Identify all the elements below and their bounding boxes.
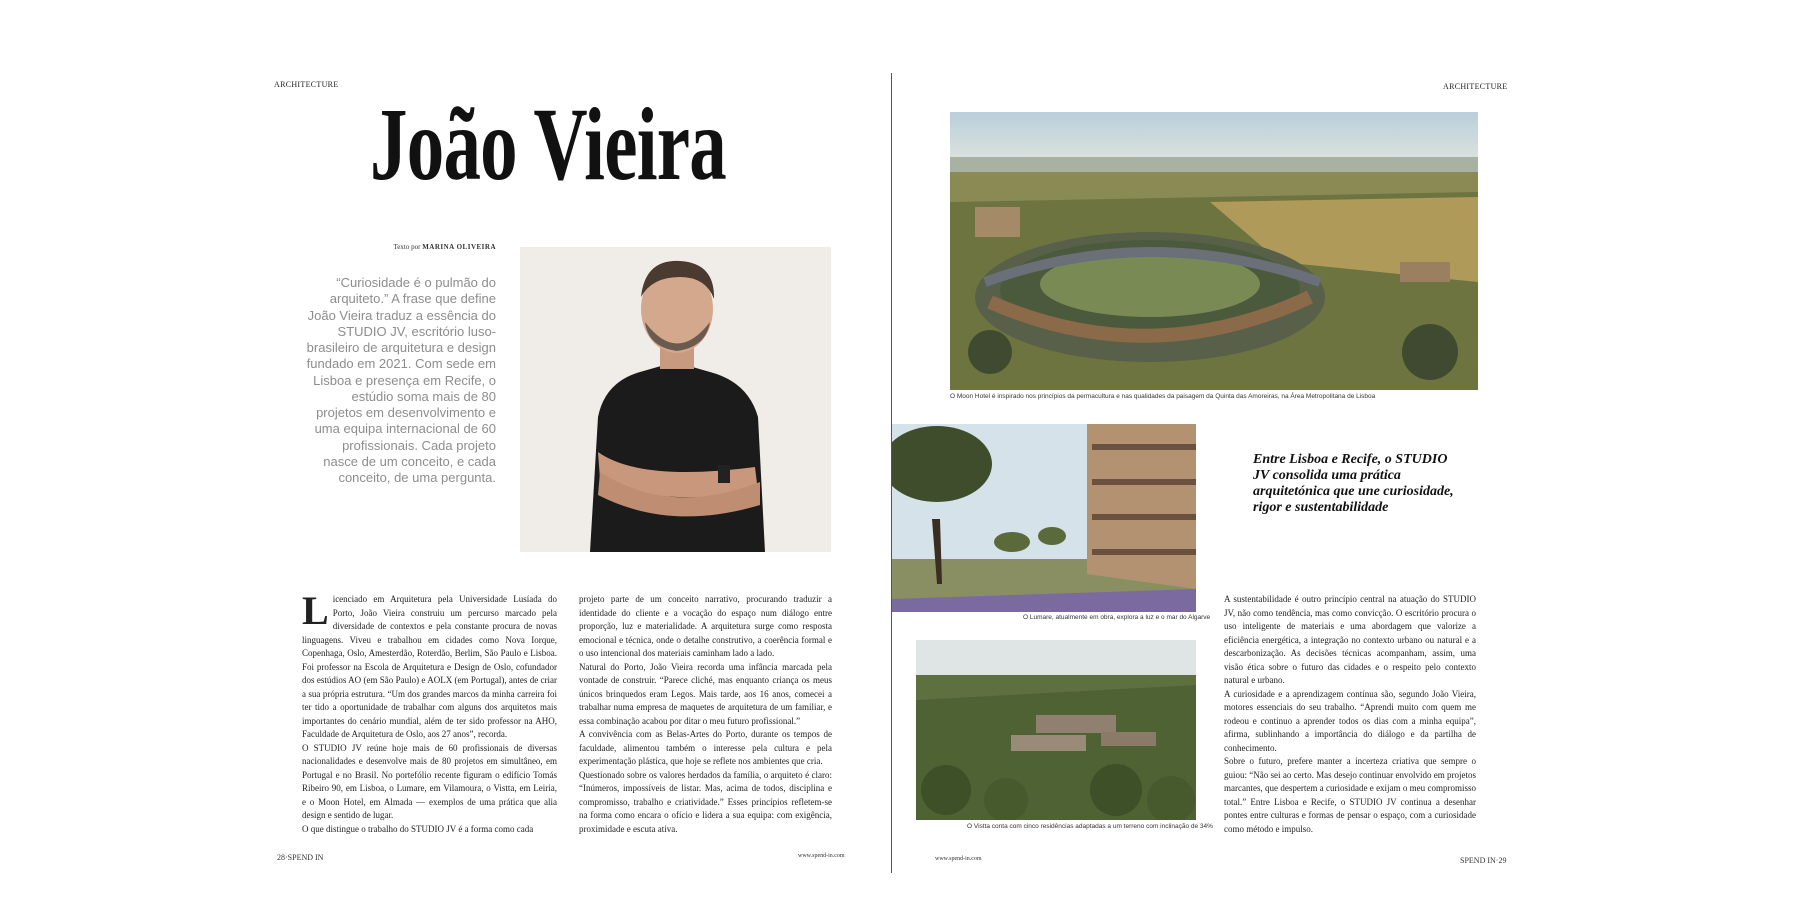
- col3-p2: A curiosidade e a aprendizagem contínua são, segundo João Vieira, motores essenciais do seu trabalho. “Aprendi muito com quem me rodeou e continuo a aprender todos os dias com a minha equipa”, afirma, sublinhando a importância do diálogo e da partilha de conhecimento.: [1224, 688, 1476, 753]
- col2-p1: projeto parte de um conceito narrativo, procurando traduzir a identidade do cliente e a vocação do espaço num diálogo entre proporção, luz e materialidade. A arquitetura surge como resposta emocional e técnica, onde o detalhe construtivo, a coerência formal e o uso intencional dos materiais caminham lado a lado.: [579, 594, 832, 658]
- col2-p2: Natural do Porto, João Vieira recorda uma infância marcada pela vontade de construir. “Parece cliché, mas enquanto criança os meus únicos brinquedos eram Legos. Mais tarde, aos 16 anos, comecei a trabalhar numa empresa de maquetes de arquitetura de um familiar, e essa combinação acabou por ditar o meu futuro profissional.”: [579, 661, 832, 726]
- drop-cap: L: [302, 588, 329, 633]
- byline: [360, 243, 496, 251]
- col3-p1: A sustentabilidade é outro princípio central na atuação do STUDIO JV, não como tendência, mas como convicção. O escritório procura o uso inteligente de materiais e uma abordagem que valorize a eficiência energética, a integração no contexto urbano ou natural e a descarbonização. As decisões técnicas acompanham, assim, uma visão ética sobre o futuro das cidades e o respeito pelo contexto natural e urbano.: [1224, 594, 1476, 685]
- folio-left: 28·SPEND IN: [277, 853, 324, 862]
- col2-p4: Questionado sobre os valores herdados da família, o arquiteto é claro: “Inúmeros, impossíveis de listar. Mas, acima de todos, disciplina e compromisso, trabalho e criatividade.” Esses princípios refletem-se na forma como encara o ofício e lidera a sua equipa: com exigência, proximidade e escuta ativa.: [579, 769, 832, 834]
- url-left: www.spend-in.com: [798, 853, 845, 859]
- article-title: João Vieira: [370, 87, 727, 202]
- section-label-left: ARCHITECTURE: [274, 80, 339, 89]
- col3-p3: Sobre o futuro, prefere manter a incerteza criativa que sempre o guiou: “Não sei ao certo. Mas desejo continuar envolvido em projetos marcantes, que despertem a curiosidade e exijam o meu compromisso total.” Entre Lisboa e Recife, o STUDIO JV continua a desenhar pontes entre culturas e formas de pensar o espaço, com a curiosidade como método e impulso.: [1224, 756, 1476, 834]
- byline-author: MARINA OLIVEIRA: [422, 243, 496, 251]
- body-column-1: [302, 588, 557, 836]
- caption-lumare: O Lumare, atualmente em obra, explora a luz e o mar do Algarve: [1023, 614, 1211, 621]
- caption-vistta: O Vistta conta com cinco residências adaptadas a um terreno com inclinação de 34%: [967, 823, 1213, 830]
- pull-quote: Entre Lisboa e Recife, o STUDIO JV consolida uma prática arquitetónica que une curiosidade, rigor e sustentabilidade: [1253, 452, 1454, 516]
- lumare-image: [892, 424, 1196, 612]
- portrait-photo: [520, 247, 831, 552]
- col2-p3: A convivência com as Belas-Artes do Porto, durante os tempos de faculdade, alimentou também o interesse pela cultura e pela experimentação plástica, que hoje se reflete nos ambientes que cria.: [579, 729, 832, 766]
- lead-paragraph: “Curiosidade é o pulmão do arquiteto.” A frase que define João Vieira traduz a essência do STUDIO JV, escritório luso-brasileiro de arquitetura e design fundado em 2021. Com sede em Lisboa e presença em Recife, o estúdio soma mais de 80 projetos em desenvolvimento e uma equipa internacional de 60 profissionais. Cada projeto nasce de um conceito, e cada conceito, de uma pergunta.: [306, 275, 496, 485]
- body-column-2: [579, 593, 832, 836]
- col1-p3: O que distingue o trabalho do STUDIO JV é a forma como cada: [302, 823, 534, 834]
- col1-p1: icenciado em Arquitetura pela Universidade Lusíada do Porto, João Vieira construiu um percurso marcado pela diversidade de contextos e pela constante procura de novas linguagens. Viveu e trabalhou em cidades como Nova Iorque, Copenhaga, Oslo, Amesterdão, Roterdão, Berlim, São Paulo e Lisboa. Foi professor na Escola de Arquitetura e Design de Oslo, cofundador dos estúdios AO (em São Paulo) e AOLX (em Portugal), antes de criar a sua própria estrutura. “Um dos grandes marcos da minha carreira foi ter tido a oportunidade de trabalhar com alguns dos arquitetos mais importantes do cenário mundial, além de ter sido professor na AHO, Faculdade de Arquitetura de Oslo, aos 27 anos”, recorda.: [302, 594, 557, 739]
- section-label-right: ARCHITECTURE: [1443, 82, 1508, 91]
- body-column-3: [1224, 593, 1476, 836]
- folio-right: SPEND IN·29: [1460, 856, 1507, 865]
- byline-prefix: Texto por: [393, 243, 421, 251]
- url-right: www.spend-in.com: [935, 856, 982, 862]
- moon-hotel-image: [950, 112, 1478, 390]
- caption-moon-hotel: O Moon Hotel é inspirado nos princípios da permacultura e nas qualidades da paisagem da Quinta das Amoreiras, na Área Metropolitana de Lisboa: [950, 393, 1376, 400]
- vistta-image: [916, 640, 1196, 820]
- col1-p2: O STUDIO JV reúne hoje mais de 60 profissionais de diversas nacionalidades e desenvolve mais de 80 projetos em simultâneo, em Portugal e no Brasil. No portefólio recente figuram o edifício Tomás Ribeiro 90, em Lisboa, o Lumare, em Vilamoura, o Vistta, em Leiria, e o Moon Hotel, em Almada — exemplos de uma prática que alia design e sentido de lugar.: [302, 742, 557, 820]
